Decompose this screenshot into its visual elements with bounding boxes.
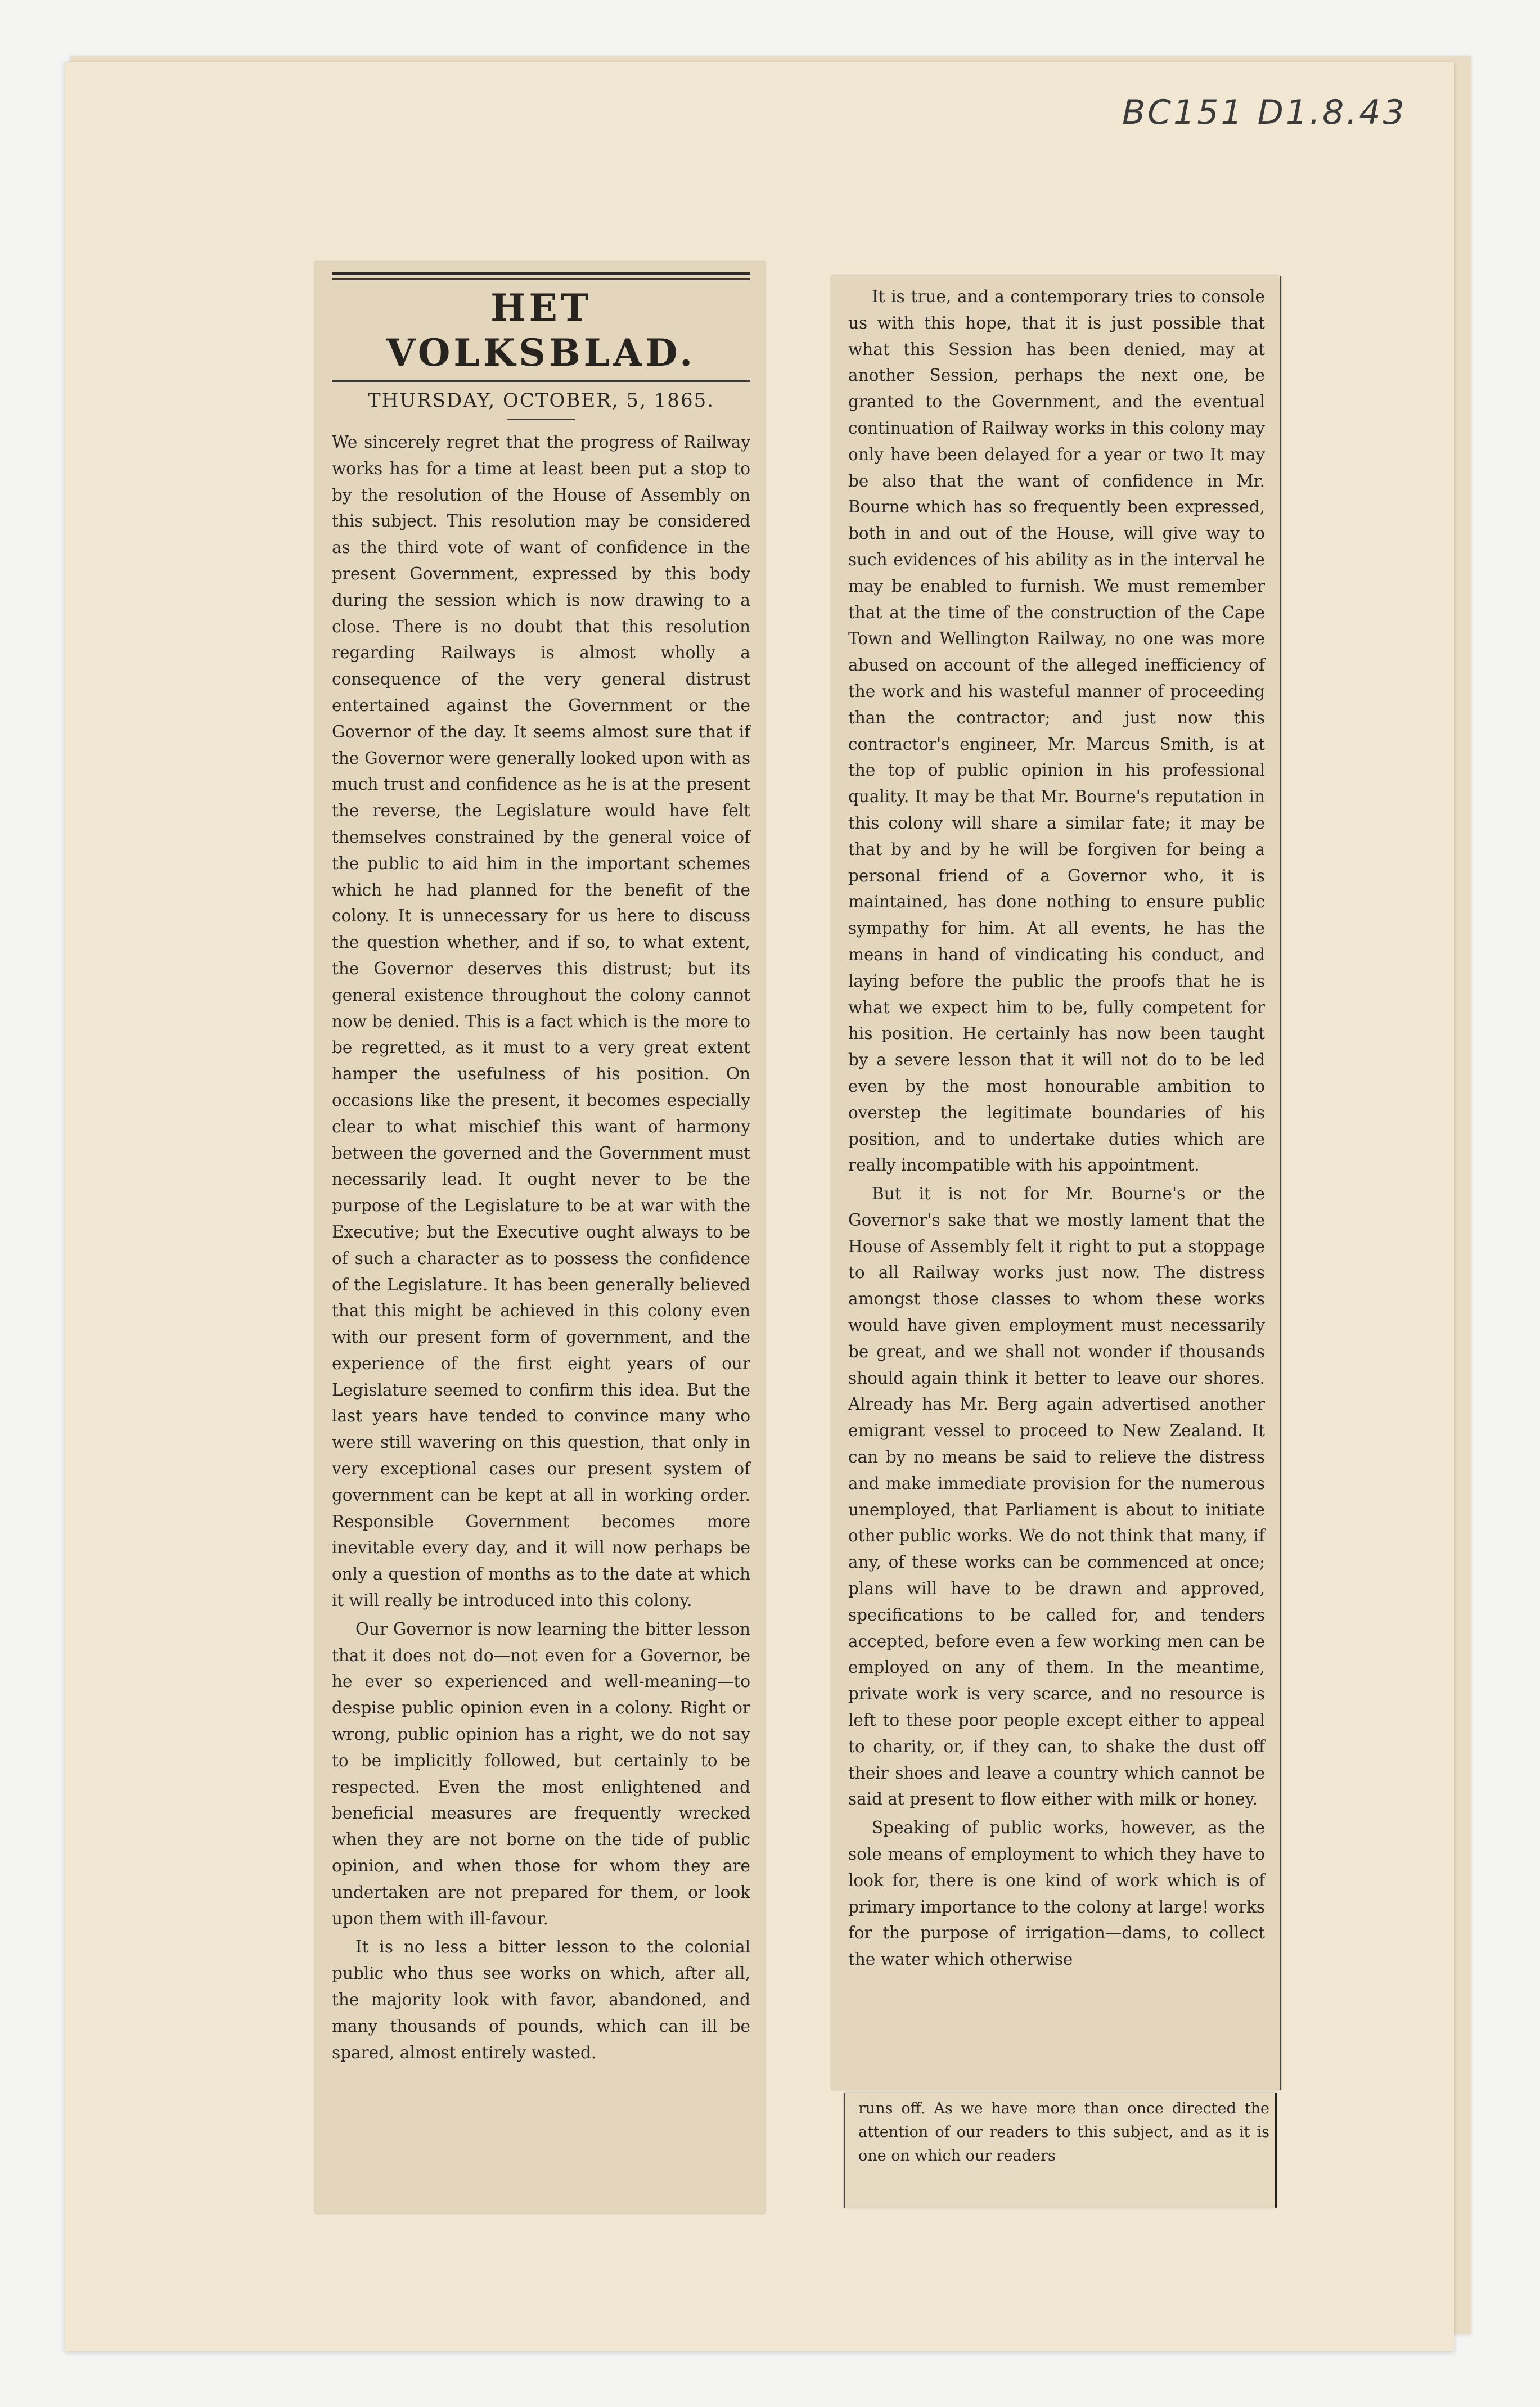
catalog-number: BC151 D1.8.43 [1122, 93, 1407, 132]
masthead-thin-rule [332, 278, 750, 280]
clipping-continuation [844, 2093, 1277, 2208]
article-paragraph: It is no less a bitter lesson to the colonial public who thus see works on which, after all, the majority look with favor, abandoned, and many thousands of pounds, which can ill be spared, almost entirely wasted. [332, 1937, 750, 2062]
clipping-left-column [315, 262, 765, 2213]
masthead-bottom-rule [332, 380, 750, 382]
masthead-top-rule [332, 272, 750, 275]
article-paragraph: It is true, and a contemporary tries to console us with this hope, that it is just possible that what this Session has been denied, may at another Session, perhaps the next one, be granted to the Government, and the eventual continuation of Railway works in this colony may only have been delayed for a year or two It may be also that the want of confidence in Mr. Bourne which has so frequently been expressed, both in and out of the House, will give way to such evidences of his ability as in the interval he may be enabled to furnish. We must remember that at the time of the construction of the Cape Town and Wellington Railway, no one was more abused on account of the alleged inefficiency of the work and his wasteful manner of proceeding than the contractor; and just now this contractor's engineer, Mr. Marcus Smith, is at the top of public opinion in his professional quality. It may be that Mr. Bourne's reputation in this colony will share a similar fate; it may be that by and by he will be forgiven for being a personal friend of a Governor who, it is maintained, has done nothing to ensure public sympathy for him. At all events, he has the means in hand of vindicating his conduct, and laying before the public the proofs that he is what we expect him to be, fully competent for his position. He certainly has now been taught by a severe lesson that it will not do to be led even by the most honourable ambition to overstep the legitimate boundaries of his position, and to undertake duties which are really incompatible with his appointment. [848, 287, 1265, 1175]
article-paragraph: Our Governor is now learning the bitter lesson that it does not do—not even for a Governor, be he ever so experienced and well-meaning—to despise public opinion even in a colony. Right or wrong, public opinion has a right, we do not say to be implicitly followed, but certainly to be respected. Even the most enlightened and beneficial measures are frequently wrecked when they are not borne on the tide of public opinion, and when those for whom they are undertaken are not prepared for them, or look upon them with ill-favour. [332, 1619, 750, 1928]
continuation-text: runs off. As we have more than once directed the attention of our readers to this subject, and as it is one on which our readers [858, 2100, 1269, 2165]
article-paragraph: But it is not for Mr. Bourne's or the Governor's sake that we mostly lament that the House of Assembly felt it right to put a stoppage to all Railway works just now. The distress amongst those classes to whom these works would have given employment must necessarily be great, and we shall not wonder if thousands should again think it better to leave our shores. Already has Mr. Berg again advertised another emigrant vessel to proceed to New Zealand. It can by no means be said to relieve the distress and make immediate provision for the numerous unemployed, that Parliament is about to initiate other public works. We do not think that many, if any, of these works can be commenced at once; plans will have to be drawn and approved, specifications to be called for, and tenders accepted, before even a few working men can be employed on any of them. In the meantime, private work is very scarce, and no resource is left to these poor people except either to appeal to charity, or, if they can, to shake the dust off their shoes and leave a country which cannot be said at present to flow either with milk or honey. [848, 1184, 1265, 1809]
article-paragraph: We sincerely regret that the progress of Railway works has for a time at least been put a stop to by the resolution of the House of Assembly on this subject. This resolution may be considered as the third vote of want of confidence in the present Government, expressed by this body during the session which is now drawing to a close. There is no doubt that this resolution regarding Railways is almost wholly a consequence of the very general distrust entertained against the Government or the Governor of the day. It seems almost sure that if the Governor were generally looked upon with as much trust and confidence as he is at the present the reverse, the Legislature would have felt themselves constrained by the general voice of the public to aid him in the important schemes which he had planned for the benefit of the colony. It is unnecessary for us here to discuss the question whether, and if so, to what extent, the Governor deserves this distrust; but its general existence throughout the colony cannot now be denied. This is a fact which is the more to be regretted, as it must to a very great extent hamper the usefulness of his position. On occasions like the present, it becomes especially clear to what mischief this want of harmony between the governed and the Government must necessarily lead. It ought never to be the purpose of the Legislature to be at war with the Executive; but the Executive ought always to be of such a character as to possess the confidence of the Legislature. It has been generally believed that this might be achieved in this colony even with our present form of government, and the experience of the first eight years of our Legislature seemed to confirm this idea. But the last years have tended to convince many who were still wavering on this question, that only in very exceptional cases our present system of government can be kept at all in working order. Responsible Government becomes more inevitable every day, and it will now perhaps be only a question of months as to the date at which it will really be introduced into this colony. [332, 433, 750, 1610]
dateline: THURSDAY, OCTOBER, 5, 1865. [367, 389, 715, 412]
masthead: HET VOLKSBLAD. [386, 286, 696, 375]
dateline-rule [507, 419, 575, 420]
clipping-right-column [831, 276, 1281, 2090]
article-paragraph: Speaking of public works, however, as the sole means of employment to which they have to look for, there is one kind of work which is of primary importance to the colony at large! works for the purpose of irrigation—dams, to collect the water which otherwise [848, 1818, 1265, 1969]
